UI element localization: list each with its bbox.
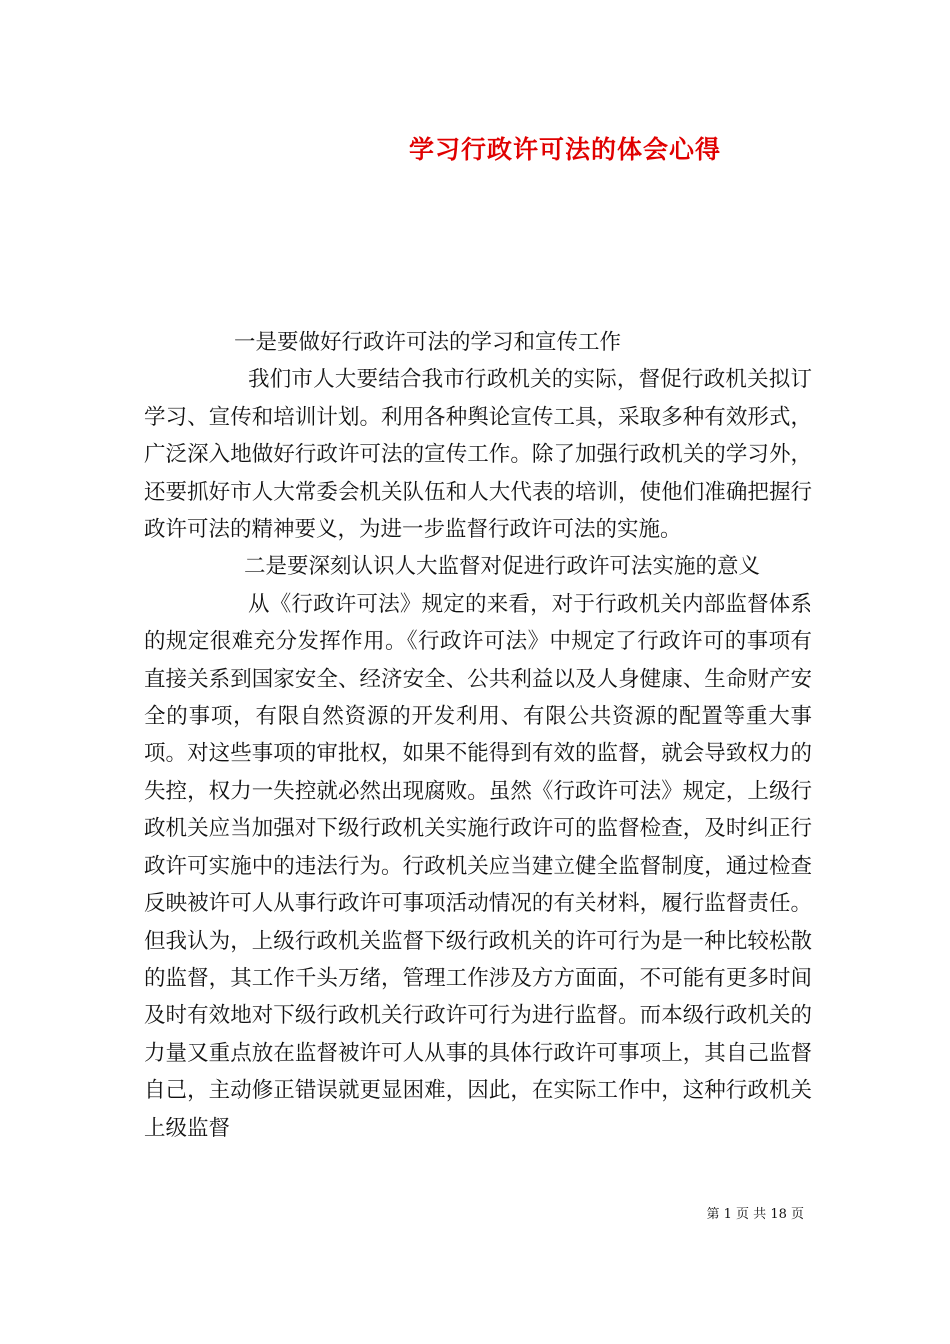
section-heading-1: 一是要做好行政许可法的学习和宣传工作: [234, 330, 622, 355]
document-body: [144, 324, 812, 1147]
section-paragraph-2: 从《行政许可法》规定的来看，对于行政机关内部监督体系的规定很难充分发挥作用。《行政许可法》中规定了行政许可的事项有直接关系到国家安全、经济安全、公共利益以及人身健康、生命财产安全的事项，有限自然资源的开发利用、有限公共资源的配置等重大事项。对这些事项的审批权，如果不能得到有效的监督，就会导致权力的失控，权力一失控就必然出现腐败。虽然《行政许可法》规定，上级行政机关应当加强对下级行政机关实施行政许可的监督检查，及时纠正行政许可实施中的违法行为。行政机关应当建立健全监督制度，通过检查反映被许可人从事行政许可事项活动情况的有关材料，履行监督责任。但我认为，上级行政机关监督下级行政机关的许可行为是一种比较松散的监督，其工作千头万绪，管理工作涉及方方面面，不可能有更多时间及时有效地对下级行政机关行政许可行为进行监督。而本级行政机关的力量又重点放在监督被许可人从事的具体行政许可事项上，其自己监督自己，主动修正错误就更显困难，因此，在实际工作中，这种行政机关上级监督: [144, 591, 812, 1141]
page-number-footer: 第 1 页 共 18 页: [706, 1207, 804, 1222]
section-heading-2: 二是要深刻认识人大监督对促进行政许可法实施的意义: [244, 554, 761, 580]
section-paragraph-1: 我们市人大要结合我市行政机关的实际，督促行政机关拟订学习、宣传和培训计划。利用各种舆论宣传工具，采取多种有效形式，广泛深入地做好行政许可法的宣传工作。除了加强行政机关的学习外，还要抓好市人大常委会机关队伍和人大代表的培训，使他们准确把握行政许可法的精神要义，为进一步监督行政许可法的实施。: [144, 367, 812, 543]
document-title: 学习行政许可法的体会心得: [408, 135, 721, 164]
